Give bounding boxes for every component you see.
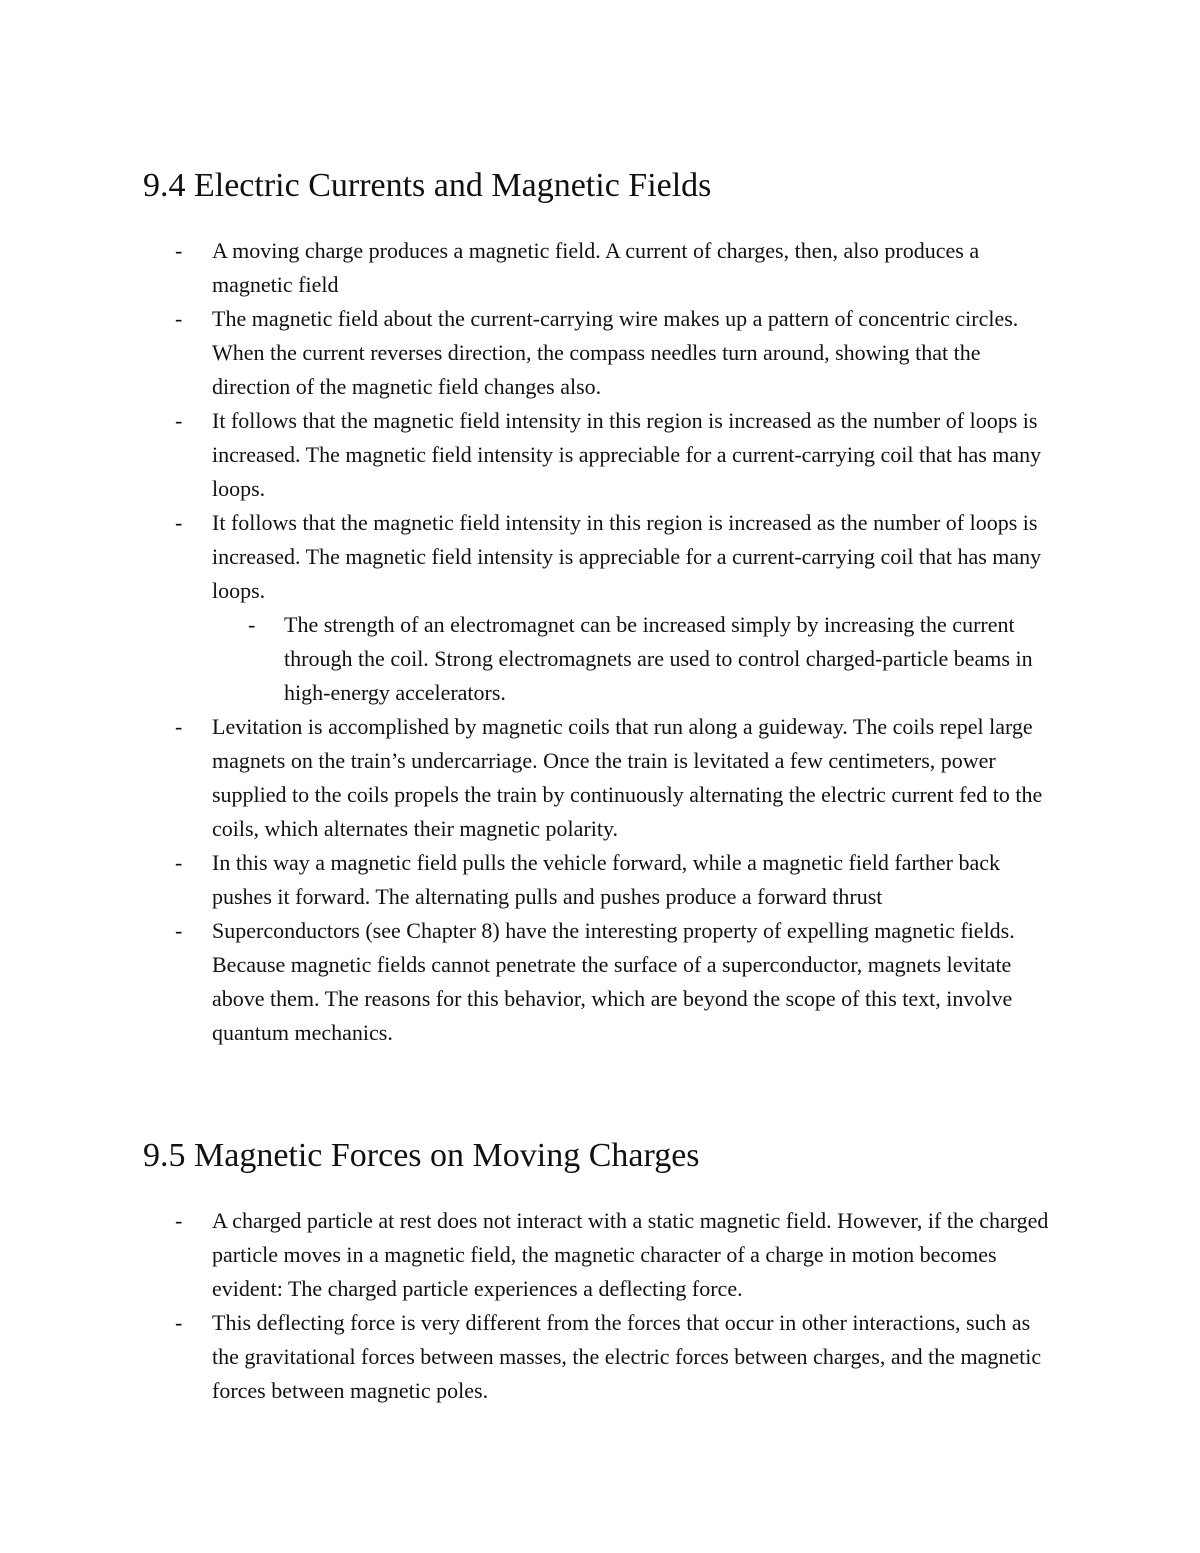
bullet-list-9-5 (0, 1204, 1060, 1408)
section-heading-9-4: 9.4 Electric Currents and Magnetic Fields (143, 167, 712, 204)
list-item (0, 710, 1060, 846)
bullet-marker: - (175, 1208, 183, 1233)
list-item-text: In this way a magnetic field pulls the vehicle forward, while a magnetic field farther back pushes it forward. The alternating pulls and pushes produce a forward thrust (212, 850, 1001, 909)
section-heading-9-5: 9.5 Magnetic Forces on Moving Charges (143, 1137, 700, 1174)
list-item (0, 506, 1060, 608)
list-item-text: It follows that the magnetic field intensity in this region is increased as the number of loops is increased. The magnetic field intensity is appreciable for a current-carrying coil that has many loops. (212, 408, 1042, 501)
bullet-marker: - (248, 612, 256, 637)
bullet-marker: - (175, 918, 183, 943)
list-item (0, 1306, 1060, 1408)
bullet-marker: - (175, 1310, 183, 1335)
list-item-text: This deflecting force is very different from the forces that occur in other interactions, such as the gravitational forces between masses, the electric forces between charges, and the magnetic forces between magnetic poles. (212, 1310, 1042, 1403)
list-item (0, 404, 1060, 506)
list-item-text: A moving charge produces a magnetic field. A current of charges, then, also produces a magnetic field (212, 238, 980, 297)
list-item-text: Superconductors (see Chapter 8) have the interesting property of expelling magnetic fields. Because magnetic fields cannot penetrate the surface of a superconductor, magnets levitate above them. The reasons for this behavior, which are beyond the scope of this text, involve quantum mechanics. (212, 918, 1015, 1045)
bullet-marker: - (175, 408, 183, 433)
list-item (0, 302, 1060, 404)
bullet-marker: - (175, 714, 183, 739)
list-item (0, 846, 1060, 914)
bullet-marker: - (175, 850, 183, 875)
list-item-text: Levitation is accomplished by magnetic coils that run along a guideway. The coils repel large magnets on the train’s undercarriage. Once the train is levitated a few centimeters, power supplied to the coils propels the train by continuously alternating the electric current fed to the coils, which alternates their magnetic polarity. (212, 714, 1043, 841)
bullet-list-9-4 (0, 234, 1060, 1050)
list-item-text: It follows that the magnetic field intensity in this region is increased as the number of loops is increased. The magnetic field intensity is appreciable for a current-carrying coil that has many loops. (212, 510, 1042, 603)
list-item (0, 1204, 1060, 1306)
bullet-marker: - (175, 306, 183, 331)
list-item-text: The strength of an electromagnet can be increased simply by increasing the current through the coil. Strong electromagnets are used to control charged-particle beams in high-energy accelerators. (284, 612, 1033, 705)
list-item (0, 914, 1060, 1050)
list-item (0, 234, 1060, 302)
list-item-text: The magnetic field about the current-carrying wire makes up a pattern of concentric circles. When the current reverses direction, the compass needles turn around, showing that the direction of the magnetic field changes also. (212, 306, 1019, 399)
bullet-marker: - (175, 510, 183, 535)
list-item-text: A charged particle at rest does not interact with a static magnetic field. However, if the charged particle moves in a magnetic field, the magnetic character of a charge in motion becomes evident: The charged particle experiences a deflecting force. (212, 1208, 1049, 1301)
sub-list-item (0, 608, 1060, 710)
bullet-marker: - (175, 238, 183, 263)
